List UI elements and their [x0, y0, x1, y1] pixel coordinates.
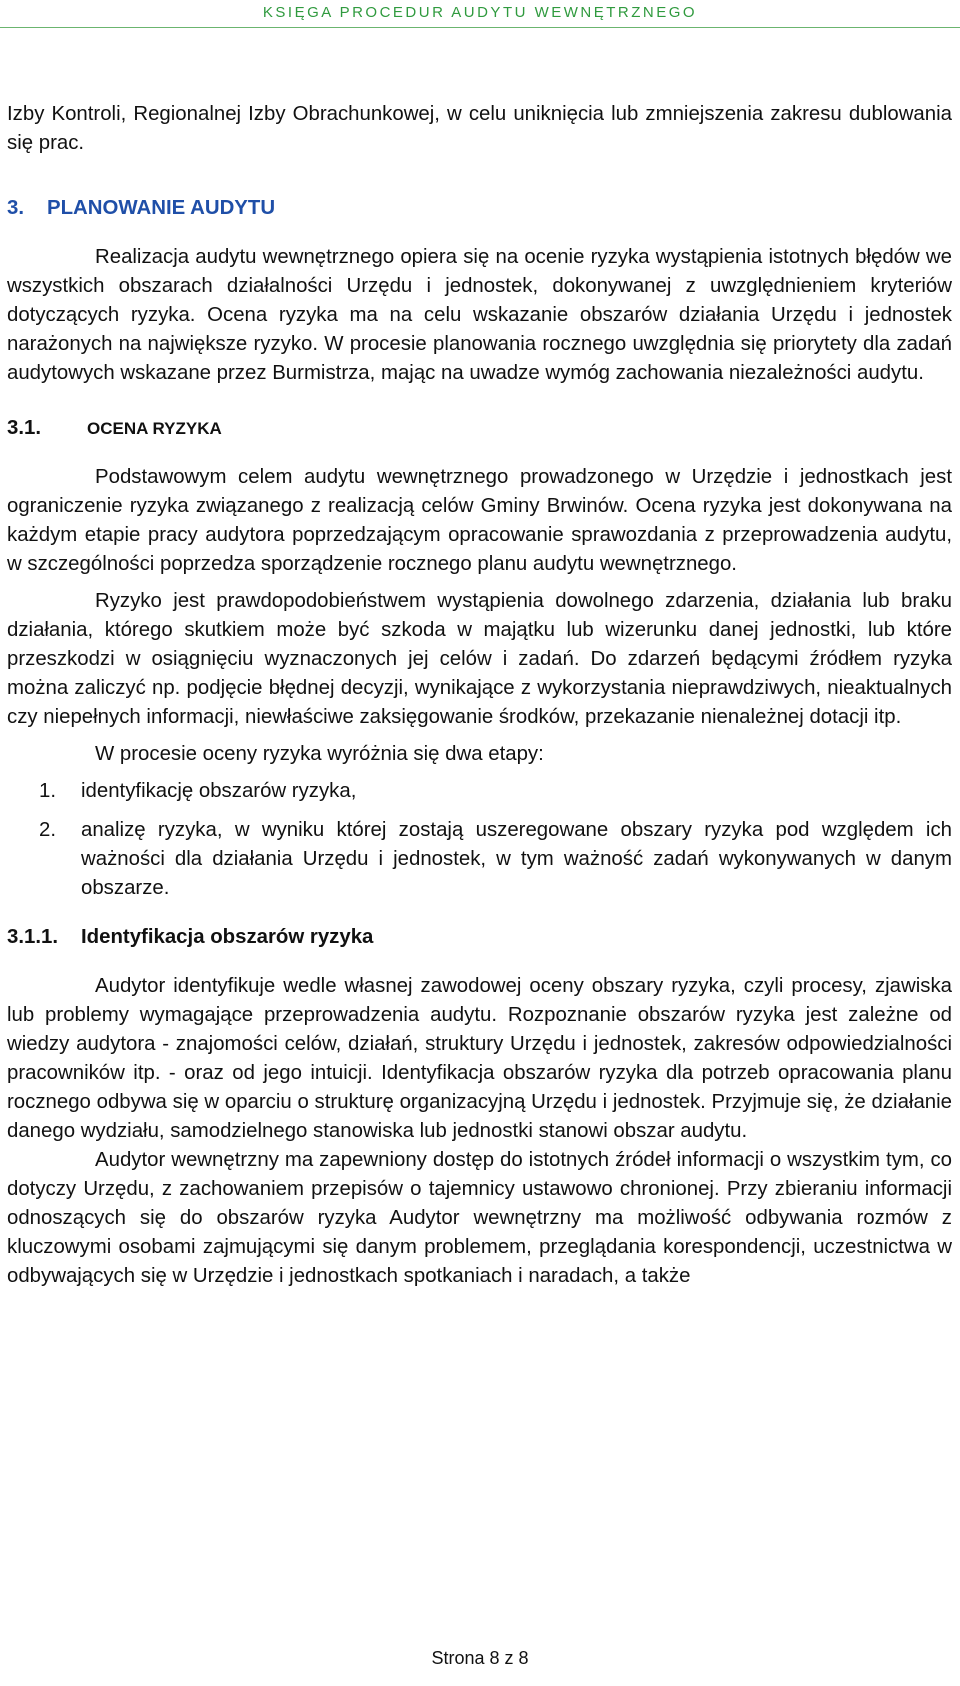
- spacer: [7, 903, 952, 923]
- list-item-text: analizę ryzyka, w wyniku której zostają uszeregowane obszary ryzyka pod względem ich ważności dla działania Urzędu i jednostek, w tym ważność zadań wykonywanych w danym obszarze.: [81, 819, 952, 899]
- section-number: 3.1.1.: [7, 926, 59, 948]
- section3-paragraph-1: Realizacja audytu wewnętrznego opiera się na ocenie ryzyka wystąpienia istotnych błędów we wszystkich obszarach działalności Urzędu i jednostek, dokonywanej z uwzględnieniem kryteriów dotyczących ryzyka. Ocena ryzyka ma na celu wskazanie obszarów działania Urzędu i jednostek narażonych na największe ryzyko. W procesie planowania rocznego uwzględnia się priorytety dla zadań audytowych wskazane przez Burmistrza, mając na uwadze wymóg zachowania niezależności audytu.: [7, 246, 952, 384]
- section-heading-3-1: [7, 414, 952, 443]
- section-title: PLANOWANIE AUDYTU: [47, 197, 276, 219]
- section-number: 3.: [7, 197, 25, 219]
- section31-paragraph-3: W procesie oceny ryzyka wyróżnia się dwa etapy:: [95, 743, 544, 765]
- section-title: OCENA RYZYKA: [87, 419, 222, 438]
- spacer: [7, 443, 952, 463]
- section31-paragraph-2: Ryzyko jest prawdopodobieństwem wystąpienia dowolnego zdarzenia, działania lub braku działania, którego skutkiem może być szkoda w majątku lub wizerunku danej jednostki, lub które przeszkodzi w osiągnięciu wyznaczonych jej celów i zadań. Do zdarzeń będącymi źródłem ryzyka można zaliczyć np. podjęcie błędnej decyzji, wynikające z wykorzystania nieprawdziwych, nieaktualnych czy niepełnych informacji, niewłaściwe zaksięgowanie środków, przekazanie nienależnej dotacji itp.: [7, 590, 952, 728]
- section-heading-3: [7, 194, 952, 223]
- section311-paragraph-1: Audytor identyfikuje wedle własnej zawodowej oceny obszary ryzyka, czyli procesy, zjawiska lub problemy wymagające przeprowadzenia audytu. Rozpoznanie obszarów ryzyka jest zależne od wiedzy audytora - znajomości celów, działań, struktury Urzędu i jednostek, zakresów odpowiedzialności pracowników itp. - oraz od jego intuicji. Identyfikacja obszarów ryzyka dla potrzeb opracowania planu rocznego odbywa się w oparciu o strukturę organizacyjną Urzędu i jednostek. Przyjmuje się, że działanie danego wydziału, samodzielnego stanowiska lub jednostki stanowi obszar audytu.: [7, 975, 952, 1142]
- risk-assessment-steps: [7, 777, 952, 903]
- spacer: [7, 388, 952, 414]
- list-item-text: identyfikację obszarów ryzyka,: [81, 780, 357, 802]
- spacer: [7, 158, 952, 194]
- spacer: [7, 579, 952, 587]
- page-content: [7, 100, 952, 1291]
- running-header: KSIĘGA PROCEDUR AUDYTU WEWNĘTRZNEGO: [262, 4, 698, 21]
- section-title: Identyfikacja obszarów ryzyka: [81, 926, 374, 948]
- spacer: [7, 223, 952, 243]
- spacer: [7, 732, 952, 740]
- list-item: [7, 816, 952, 903]
- list-marker: 1.: [39, 780, 57, 802]
- header-rule: [0, 27, 960, 28]
- section-heading-3-1-1: [7, 923, 952, 952]
- intro-paragraph: Izby Kontroli, Regionalnej Izby Obrachunkowej, w celu uniknięcia lub zmniejszenia zakresu dublowania się prac.: [7, 103, 952, 154]
- section311-paragraph-2: Audytor wewnętrzny ma zapewniony dostęp do istotnych źródeł informacji o wszystkim tym, co dotyczy Urzędu, z zachowaniem przepisów o tajemnicy ustawowo chronionej. Przy zbieraniu informacji odnoszących się do obszarów ryzyka Audytor wewnętrzny ma możliwość odbywania rozmów z kluczowymi osobami zajmującymi się danym problemem, przeglądania korespondencji, uczestnictwa w odbywających się w Urzędzie i jednostkach spotkaniach i naradach, a także: [7, 1149, 952, 1287]
- spacer: [7, 769, 952, 777]
- section31-paragraph-1: Podstawowym celem audytu wewnętrznego prowadzonego w Urzędzie i jednostkach jest ograniczenie ryzyka związanego z realizacją celów Gminy Brwinów. Ocena ryzyka jest dokonywana na każdym etapie pracy audytora poprzedzającym opracowanie sprawozdania z przeprowadzenia audytu, w szczególności poprzedza sporządzenie rocznego planu audytu wewnętrznego.: [7, 466, 952, 575]
- spacer: [7, 952, 952, 972]
- list-item: [7, 777, 952, 806]
- section-number: 3.1.: [7, 417, 42, 439]
- page-number: Strona 8 z 8: [431, 1648, 529, 1668]
- list-marker: 2.: [39, 819, 57, 841]
